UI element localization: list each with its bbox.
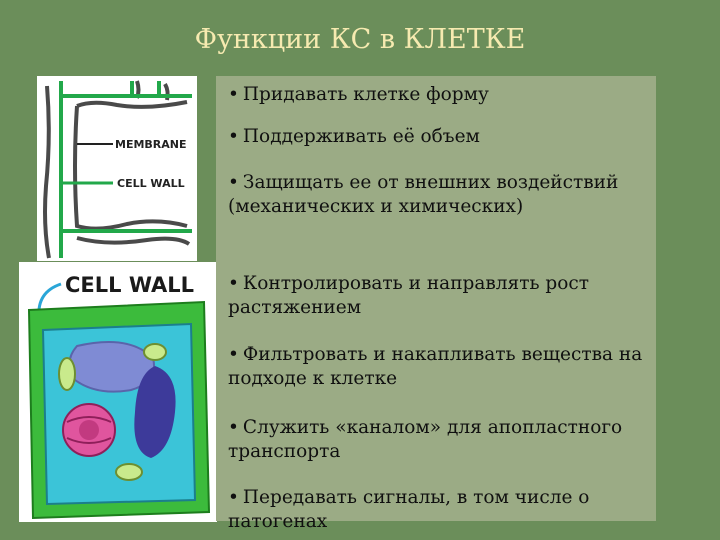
membrane-label: MEMBRANE xyxy=(115,138,187,151)
list-item: • Фильтровать и накапливать вещества на подходе к клетке xyxy=(228,344,643,389)
slide-title: Функции КС в КЛЕТКЕ xyxy=(194,24,526,55)
list-item: • Контролировать и направлять рост растяжением xyxy=(228,273,589,318)
cell-wall-label: CELL WALL xyxy=(117,177,185,190)
bullet-icon: • xyxy=(228,417,239,438)
list-item: • Передавать сигналы, в том числе о патогенах xyxy=(228,487,590,532)
list-item: • Служить «каналом» для апопластного транспорта xyxy=(228,417,623,462)
list-item: • Защищать ее от внешних воздействий (механических и химических) xyxy=(228,172,619,217)
bullet-icon: • xyxy=(228,126,239,147)
functions-text-panel xyxy=(216,76,656,532)
plant-cell-diagram xyxy=(19,262,217,522)
bullet-icon: • xyxy=(228,344,239,365)
bullet-icon: • xyxy=(228,172,239,193)
membrane-cell-wall-diagram xyxy=(37,76,197,261)
list-item: • Придавать клетке форму xyxy=(228,84,489,105)
list-item: • Поддерживать её объем xyxy=(228,126,480,147)
bullet-icon: • xyxy=(228,84,239,105)
bullet-icon: • xyxy=(228,487,239,508)
cell-wall-heading: CELL WALL xyxy=(65,273,195,297)
bullet-icon: • xyxy=(228,273,239,294)
